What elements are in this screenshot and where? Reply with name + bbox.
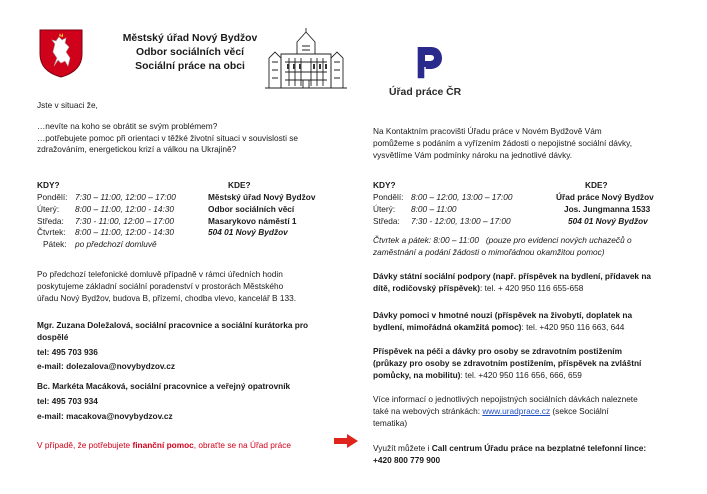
benefit-state-support: Dávky státní sociální podpory (např. příspěvek na bydlení, přídavek na dítě, rodičovský příspěvek): tel. + 420 950 116 655-658 [373, 271, 652, 293]
right-intro [373, 126, 632, 161]
uradprace-link[interactable]: www.uradprace.cz [482, 405, 551, 416]
right-kdy-heading: KDY? [373, 180, 396, 190]
web-info: Více informací o jednotlivých nepojistných sociálních dávkách naleznete také na webových stránkách: www.uradprace.cz (sekce Sociální tematika) [373, 394, 638, 428]
question-1: …nevíte na koho se obrátit se svým problémem? [37, 120, 218, 131]
left-hours-row: Středa: 7:30 - 11:00, 12:00 – 17:00 [37, 215, 175, 226]
question-2a: …potřebujete pomoc při orientaci v těžké životní situaci v souvislosti se [37, 132, 299, 143]
left-hours-row: Čtvrtek: 8:00 – 11:00, 12:00 - 14:30 [37, 227, 175, 238]
benefit-care-disability: Příspěvek na péči a dávky pro osoby se zdravotním postižením (průkazy pro osoby se zdravotním postižením, příspěvek na zvláštní pomůcky, na mobilitu): tel. +420 950 116 656, 666, 659 [373, 346, 642, 380]
web-info-line: tematika) [373, 417, 408, 428]
place-line: Odbor sociálních věcí [208, 203, 295, 214]
left-hours-row: Pátek: po předchozí domluvě [43, 239, 157, 250]
email-link[interactable]: macakova@novybydzov.cz [66, 410, 173, 421]
intro-line: Na Kontaktním pracovišti Úřadu práce v Novém Bydžově Vám [373, 126, 602, 136]
left-kde-heading: KDE? [228, 180, 251, 190]
advice-line: úřadu Nový Bydžov, budova B, přízemí, chodba vlevo, kancelář B 133. [37, 292, 297, 303]
left-place [208, 192, 315, 239]
contact-name-cont: dospělé [37, 331, 69, 342]
right-place [556, 192, 654, 227]
contact-name: Bc. Markéta Macáková, sociální pracovnice a veřejný opatrovník [37, 381, 291, 391]
right-hours-row: Středa: 7:30 - 12:00, 13:00 – 17:00 [373, 215, 511, 226]
right-hours-list [373, 192, 513, 227]
advice-line: Po předchozí telefonické domluvě případně v rámci úředních hodin [37, 269, 283, 279]
urad-prace-logo-icon [413, 45, 443, 81]
contact-dolezalova [37, 320, 308, 373]
left-advice-paragraph [37, 269, 296, 304]
email-link[interactable]: dolezalova@novybydzov.cz [66, 361, 175, 372]
right-hours-row: Pondělí: 8:00 – 12:00, 13:00 – 17:00 [373, 192, 513, 202]
thu-fri-note: zaměstnání a podání žádosti o mimořádnou okamžitou pomoc) [373, 246, 605, 257]
header-line-3: Sociální práce na obci [135, 61, 245, 73]
contact-tel: tel: 495 703 936 [37, 346, 98, 357]
web-info-line: Více informací o jednotlivých nepojistných sociálních dávkách naleznete [373, 394, 638, 404]
office-header [105, 32, 275, 74]
advice-line: poskytujeme základní sociální poradenství v prostorách Městského [37, 280, 284, 291]
left-hours-list [37, 192, 176, 251]
town-hall-illustration [263, 28, 349, 90]
benefit-line: (průkazy pro osoby se zdravotním postižením, příspěvek na zvláštní [373, 357, 642, 368]
contact-email: e-mail: macakova@novybydzov.cz [37, 410, 173, 421]
place-line: 504 01 Nový Bydžov [568, 215, 648, 226]
right-hours-row: Úterý: 8:00 – 11:00 [373, 203, 457, 214]
coat-of-arms-icon [38, 28, 84, 78]
left-hours-row: Pondělí: 7:30 – 11:00, 12:00 – 17:00 [37, 192, 176, 202]
place-line: Masarykovo náměstí 1 [208, 215, 297, 226]
contact-macakova [37, 381, 290, 422]
intro-text: Jste v situaci že, [37, 100, 98, 110]
finance-help-note: V případě, že potřebujete finanční pomoc, obraťte se na Úřad práce [37, 440, 291, 450]
left-kdy-heading: KDY? [37, 180, 60, 190]
intro-line: pomůžeme s podáním a vyřízením žádosti o nepojistné sociální dávky, [373, 137, 633, 148]
place-line: Městský úřad Nový Bydžov [208, 192, 316, 202]
contact-name: Mgr. Zuzana Doležalová, sociální pracovnice a sociální kurátorka pro [37, 320, 309, 330]
arrow-right-icon [334, 434, 358, 448]
benefit-material-need: Dávky pomoci v hmotné nouzi (příspěvek na živobytí, doplatek na bydlení, mimořádná okamžitá pomoc): tel. +420 950 116 663, 644 [373, 310, 633, 332]
call-centre: Využít můžete i Call centrum Úřadu práce na bezplatné telefonní lince: +420 800 779 900 [373, 443, 647, 465]
left-column [37, 100, 342, 156]
call-centre-phone[interactable]: +420 800 779 900 [373, 454, 441, 465]
place-line: Úřad práce Nový Bydžov [556, 192, 654, 202]
place-line: Jos. Jungmanna 1533 [564, 203, 651, 214]
left-hours-row: Úterý: 8:00 – 11:00, 12:00 - 14:30 [37, 203, 175, 214]
contact-tel: tel: 495 703 934 [37, 395, 98, 406]
header-line-2: Odbor sociálních věcí [136, 47, 244, 59]
intro-line: vysvětlíme Vám podmínky nároku na jednotlivé dávky. [373, 149, 573, 160]
contact-email: e-mail: dolezalova@novybydzov.cz [37, 361, 175, 372]
right-kde-heading: KDE? [585, 180, 608, 190]
header-line-1: Městský úřad Nový Bydžov [122, 33, 258, 44]
place-line: 504 01 Nový Bydžov [208, 227, 288, 238]
thu-fri-hours: Čtvrtek a pátek: 8:00 – 11:00 (pouze pro evidenci nových uchazečů o zaměstnání a podání žádosti o mimořádnou okamžitou pomoc) [373, 235, 632, 257]
question-2b: zdražováním, energetickou krizí a válkou na Ukrajině? [37, 144, 237, 155]
benefit-line: Příspěvek na péči a dávky pro osoby se zdravotním postižením [373, 346, 622, 356]
urad-prace-logo-label: Úřad práce ČR [389, 87, 462, 98]
